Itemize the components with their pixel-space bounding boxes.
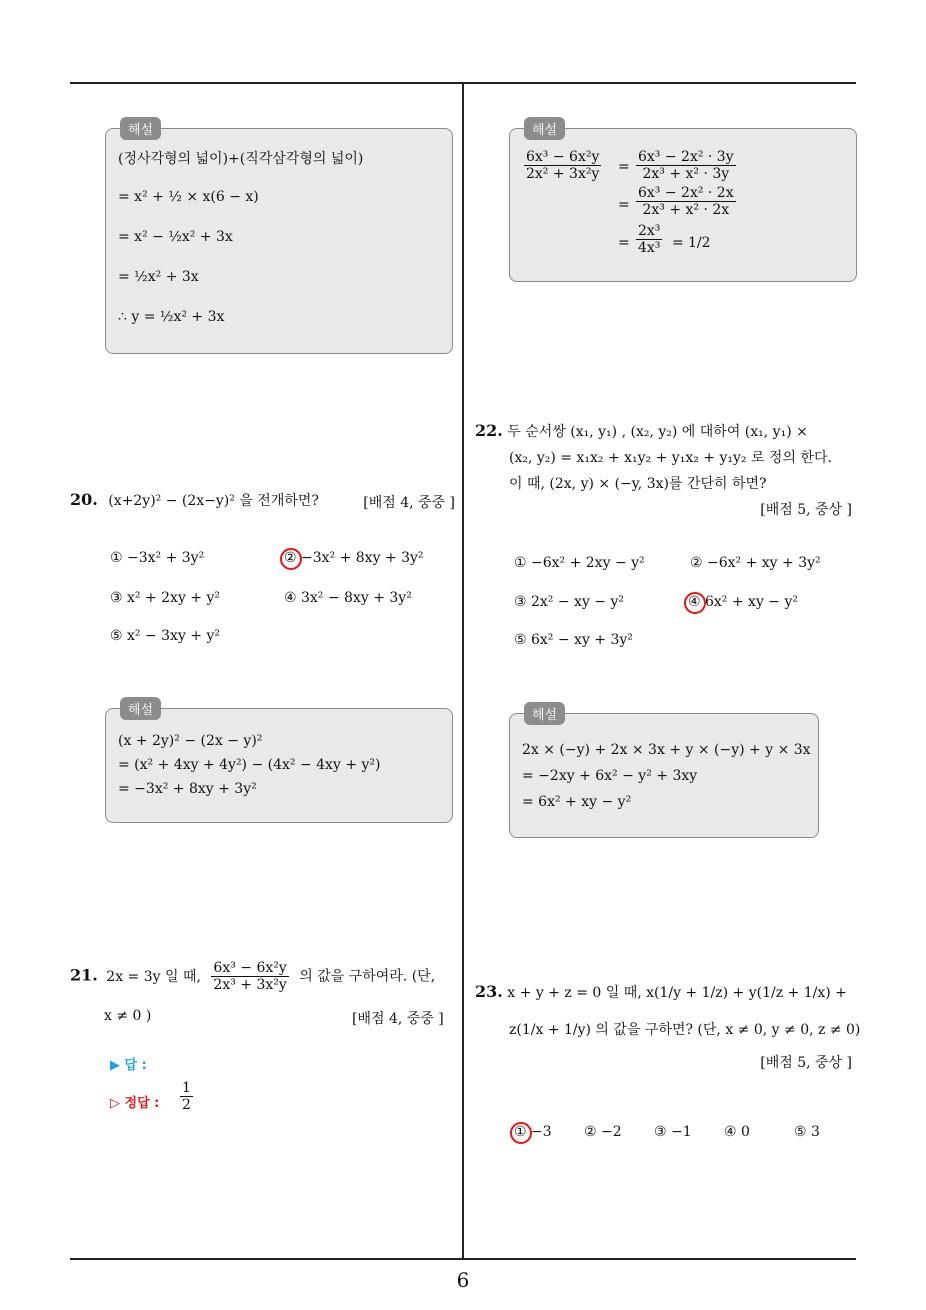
fraction-numerator: 6x³ − 2x² · 2x bbox=[638, 185, 734, 201]
question-20 bbox=[70, 490, 455, 510]
column-divider bbox=[462, 83, 464, 1259]
solution-tag: 해설 bbox=[120, 117, 161, 140]
question-number: 21. bbox=[70, 965, 98, 985]
solution-line: ∴ y = ½x² + 3x bbox=[118, 309, 225, 325]
question-text: 의 값을 구하여라. (단, bbox=[299, 968, 436, 985]
solution-line: = −3x² + 8xy + 3y² bbox=[118, 781, 257, 797]
page-number: 6 bbox=[456, 1268, 470, 1292]
question-number: 20. bbox=[70, 490, 98, 509]
fraction-denominator: 2 bbox=[182, 1097, 191, 1113]
solution-line: = x² + ½ × x(6 − x) bbox=[118, 189, 259, 205]
solution-tag: 해설 bbox=[120, 697, 161, 720]
fraction-numerator: 6x³ − 6x²y bbox=[526, 149, 600, 165]
option-5[interactable]: ⑤ 6x² − xy + 3y² bbox=[514, 632, 633, 648]
question-score: [배점 5, 중상 ] bbox=[760, 1055, 852, 1071]
solution-box-19 bbox=[105, 123, 453, 354]
question-21 bbox=[70, 960, 455, 993]
fraction-denominator: 2x³ + x² · 2x bbox=[642, 202, 730, 218]
option-4[interactable]: ④ 3x² − 8xy + 3y² bbox=[284, 590, 412, 606]
question-text: (x+2y)² − (2x−y)² 을 전개하면? bbox=[108, 493, 319, 509]
step-fraction bbox=[636, 223, 662, 256]
solution-line: = −2xy + 6x² − y² + 3xy bbox=[522, 768, 698, 784]
step-fraction bbox=[636, 185, 736, 218]
bottom-rule bbox=[70, 1258, 856, 1260]
question-score: [배점 4, 중중 ] bbox=[363, 495, 455, 511]
option-5[interactable]: ⑤ 3 bbox=[794, 1124, 820, 1140]
fraction-denominator: 2x³ + 3x²y bbox=[213, 977, 287, 993]
question-text: 2x = 3y 일 때, bbox=[106, 968, 201, 985]
equals-sign: = bbox=[618, 197, 630, 213]
question-text: 이 때, (2x, y) × (−y, 3x)를 간단히 하면? bbox=[509, 476, 767, 492]
question-text: z(1/x + 1/y) 의 값을 구하면? (단, x ≠ 0, y ≠ 0, z ≠ 0) bbox=[509, 1022, 861, 1038]
fraction-denominator: 4x³ bbox=[638, 240, 661, 256]
question-text: x + y + z = 0 일 때, x(1/y + 1/z) + y(1/z + 1/x) + bbox=[507, 985, 847, 1001]
question-score: [배점 4, 중중 ] bbox=[352, 1011, 444, 1027]
option-4[interactable]: ④ 6x² + xy − y² bbox=[688, 594, 799, 610]
solution-line: = 6x² + xy − y² bbox=[522, 794, 632, 810]
fraction-numerator: 6x³ − 6x²y bbox=[213, 960, 287, 976]
solution-line: = ½x² + 3x bbox=[118, 269, 199, 285]
option-3[interactable]: ③ −1 bbox=[654, 1124, 692, 1140]
option-2[interactable]: ② −6x² + xy + 3y² bbox=[690, 555, 821, 571]
option-3[interactable]: ③ x² + 2xy + y² bbox=[110, 590, 221, 606]
question-number: 22. bbox=[475, 421, 503, 440]
option-3[interactable]: ③ 2x² − xy − y² bbox=[514, 594, 625, 610]
equals-sign: = bbox=[618, 235, 630, 251]
fraction-numerator: 1 bbox=[182, 1080, 191, 1096]
solution-tag: 해설 bbox=[524, 117, 565, 140]
solution-box-top-right bbox=[509, 123, 857, 282]
option-2[interactable]: ② −3x² + 8xy + 3y² bbox=[284, 550, 424, 566]
correct-answer-value bbox=[180, 1080, 193, 1113]
question-text: (x₂, y₂) = x₁x₂ + x₁y₂ + y₁x₂ + y₁y₂ 로 정의 한다. bbox=[509, 450, 832, 466]
solution-box-22 bbox=[509, 708, 819, 838]
question-23 bbox=[475, 975, 860, 1076]
question-21-condition: x ≠ 0 ) bbox=[104, 1008, 152, 1024]
question-22 bbox=[475, 418, 860, 523]
solution-line: (정사각형의 넓이)+(직각삼각형의 넓이) bbox=[118, 151, 364, 167]
question-score: [배점 5, 중상 ] bbox=[760, 502, 852, 518]
fraction-denominator: 2x² + 3x²y bbox=[526, 166, 600, 182]
fraction-numerator: 6x³ − 2x² · 3y bbox=[638, 149, 734, 165]
solution-line: = (x² + 4xy + 4y²) − (4x² − 4xy + y²) bbox=[118, 757, 381, 773]
solution-line: 2x × (−y) + 2x × 3x + y × (−y) + y × 3x bbox=[522, 742, 811, 758]
option-1[interactable]: ① −3 bbox=[514, 1124, 552, 1140]
option-1[interactable]: ① −3x² + 3y² bbox=[110, 550, 205, 566]
equals-sign: = bbox=[618, 159, 630, 175]
question-text: 두 순서쌍 (x₁, y₁) , (x₂, y₂) 에 대하여 (x₁, y₁) × bbox=[507, 424, 808, 440]
option-5[interactable]: ⑤ x² − 3xy + y² bbox=[110, 628, 221, 644]
solution-box-20 bbox=[105, 703, 453, 823]
correct-answer-label: ▷ 정답 : bbox=[110, 1096, 160, 1111]
question-number: 23. bbox=[475, 982, 503, 1001]
fraction-numerator: 2x³ bbox=[638, 223, 661, 239]
equals-sign: = bbox=[672, 235, 684, 251]
option-1[interactable]: ① −6x² + 2xy − y² bbox=[514, 555, 645, 571]
answer-label[interactable]: ▶ 답 : bbox=[110, 1058, 147, 1073]
option-4[interactable]: ④ 0 bbox=[724, 1124, 750, 1140]
lhs-fraction bbox=[524, 149, 601, 182]
solution-line: (x + 2y)² − (2x − y)² bbox=[118, 733, 263, 749]
result-fraction: 1/2 bbox=[688, 235, 711, 251]
solution-line: = x² − ½x² + 3x bbox=[118, 229, 233, 245]
question-fraction bbox=[211, 960, 288, 993]
option-2[interactable]: ② −2 bbox=[584, 1124, 622, 1140]
fraction-denominator: 2x³ + x² · 3y bbox=[642, 166, 730, 182]
solution-tag: 해설 bbox=[524, 702, 565, 725]
step-fraction bbox=[636, 149, 736, 182]
